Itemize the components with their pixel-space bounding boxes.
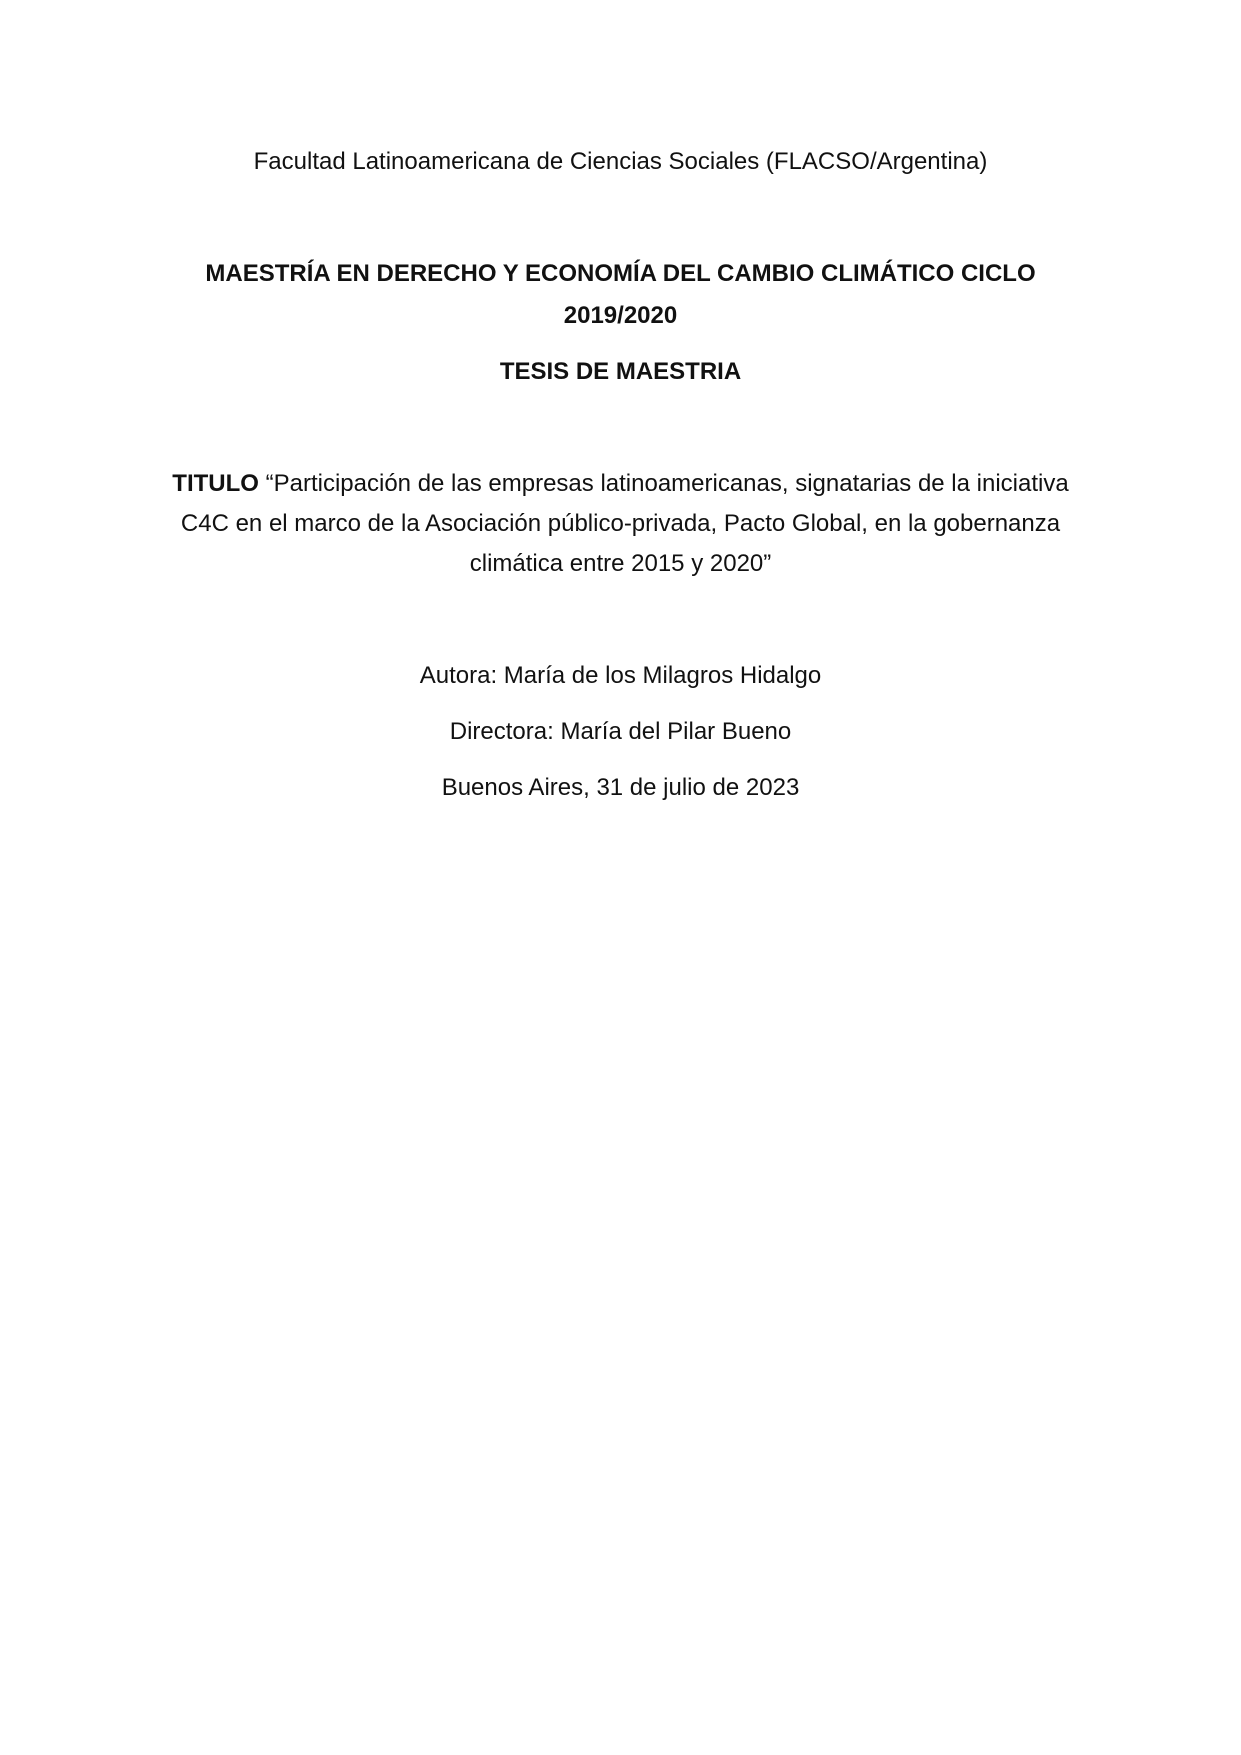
program-title-line-2: 2019/2020 xyxy=(563,302,678,329)
thesis-title-block xyxy=(150,464,1091,584)
title-label: TITULO xyxy=(172,470,259,497)
program-title-line-1: MAESTRÍA EN DERECHO Y ECONOMÍA DEL CAMBIO CLIMÁTICO CICLO xyxy=(205,260,1036,287)
author: Autora: María de los Milagros Hidalgo xyxy=(419,662,822,689)
place-and-date: Buenos Aires, 31 de julio de 2023 xyxy=(441,774,800,801)
director: Directora: María del Pilar Bueno xyxy=(449,718,792,745)
institution-name: Facultad Latinoamericana de Ciencias Sociales (FLACSO/Argentina) xyxy=(253,148,988,175)
title-text: “Participación de las empresas latinoamericanas, signatarias de la iniciativa C4C en el marco de la Asociación público-privada, Pacto Global, en la gobernanza climática entre 2015 y 2020” xyxy=(180,470,1069,577)
thesis-type: TESIS DE MAESTRIA xyxy=(499,358,742,385)
